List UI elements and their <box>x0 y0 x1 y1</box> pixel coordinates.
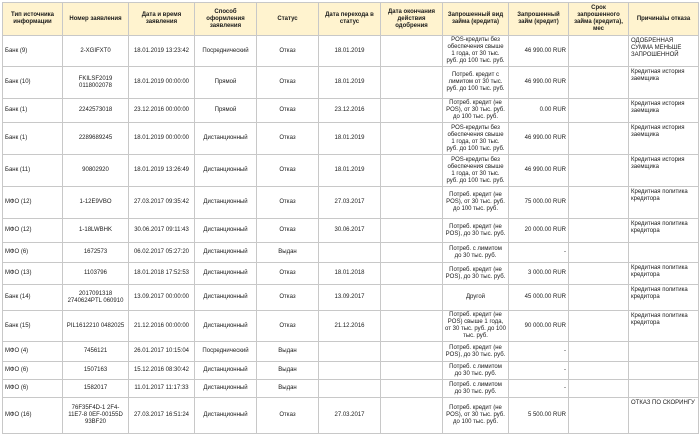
cell-approval-end-date <box>381 311 443 342</box>
cell-approval-end-date <box>381 380 443 398</box>
cell-source-type: МФО (6) <box>3 243 63 263</box>
cell-source-type: МФО (6) <box>3 380 63 398</box>
cell-loan-term <box>569 99 629 123</box>
credit-applications-table <box>2 2 699 434</box>
cell-application-datetime: 27.03.2017 16:51:24 <box>129 398 195 434</box>
cell-approval-end-date <box>381 99 443 123</box>
header-application-datetime: Дата и время заявления <box>129 3 195 36</box>
cell-loan-type: POS-кредиты без обеспечения свыше 1 года, от 30 тыс. руб. до 100 тыс. руб. <box>443 155 509 187</box>
cell-application-method: Дистанционный <box>195 123 257 155</box>
cell-approval-end-date <box>381 398 443 434</box>
table-row <box>3 219 699 243</box>
cell-loan-term <box>569 362 629 380</box>
cell-loan-term <box>569 263 629 285</box>
cell-loan-type: Потреб. кредит (не POS), до 30 тыс. руб. <box>443 219 509 243</box>
cell-refusal-reason: Кредитная история заемщика <box>629 123 699 155</box>
cell-loan-amount: - <box>509 342 569 362</box>
cell-application-method: Дистанционный <box>195 263 257 285</box>
cell-status: Отказ <box>257 36 319 67</box>
header-loan-type: Запрошенный вид займа (кредита) <box>443 3 509 36</box>
cell-status: Выдан <box>257 243 319 263</box>
cell-approval-end-date <box>381 123 443 155</box>
cell-approval-end-date <box>381 263 443 285</box>
cell-loan-amount: 5 500.00 RUR <box>509 398 569 434</box>
cell-application-method: Дистанционный <box>195 219 257 243</box>
cell-application-datetime: 18.01.2018 17:52:53 <box>129 263 195 285</box>
cell-application-number: 1582017 <box>63 380 129 398</box>
cell-status-date: 23.12.2016 <box>319 99 381 123</box>
cell-source-type: МФО (16) <box>3 398 63 434</box>
cell-loan-amount: 46 990.00 RUR <box>509 123 569 155</box>
cell-status-date: 18.01.2019 <box>319 155 381 187</box>
cell-loan-type: Потреб. кредит (не POS) свыше 1 года, от 30 тыс. руб. до 100 тыс. руб. <box>443 311 509 342</box>
cell-application-method: Посреднический <box>195 342 257 362</box>
cell-refusal-reason: Кредитная история заемщика <box>629 67 699 99</box>
cell-loan-type: Потреб. кредит (не POS), до 30 тыс. руб. <box>443 263 509 285</box>
cell-application-method: Прямой <box>195 99 257 123</box>
cell-status-date <box>319 380 381 398</box>
table-row <box>3 123 699 155</box>
cell-application-method: Дистанционный <box>195 285 257 311</box>
cell-status: Отказ <box>257 263 319 285</box>
cell-approval-end-date <box>381 243 443 263</box>
cell-source-type: МФО (12) <box>3 219 63 243</box>
cell-application-number: 7456121 <box>63 342 129 362</box>
cell-approval-end-date <box>381 67 443 99</box>
cell-approval-end-date <box>381 285 443 311</box>
cell-refusal-reason <box>629 362 699 380</box>
cell-loan-amount: 46 990.00 RUR <box>509 36 569 67</box>
table-row <box>3 285 699 311</box>
cell-source-type: Банк (10) <box>3 67 63 99</box>
cell-application-number: 1-18LWBHK <box>63 219 129 243</box>
cell-application-number: 76F35F4D-1 2F4-11E7-8 0EF-00155D 93BF20 <box>63 398 129 434</box>
cell-loan-amount: 45 000.00 RUR <box>509 285 569 311</box>
cell-application-method: Дистанционный <box>195 187 257 219</box>
cell-application-datetime: 15.12.2016 08:30:42 <box>129 362 195 380</box>
cell-source-type: Банк (11) <box>3 155 63 187</box>
cell-loan-amount: 90 000.00 RUR <box>509 311 569 342</box>
table-row <box>3 36 699 67</box>
table-row <box>3 342 699 362</box>
cell-source-type: Банк (1) <box>3 123 63 155</box>
cell-application-number: PIL1612210 0482025 <box>63 311 129 342</box>
cell-loan-amount: 20 000.00 RUR <box>509 219 569 243</box>
cell-application-method: Дистанционный <box>195 398 257 434</box>
cell-application-number: 1-12E9VBO <box>63 187 129 219</box>
cell-source-type: МФО (12) <box>3 187 63 219</box>
table-row <box>3 362 699 380</box>
table-row <box>3 99 699 123</box>
cell-status: Отказ <box>257 123 319 155</box>
cell-status-date: 27.03.2017 <box>319 398 381 434</box>
cell-application-method: Посреднический <box>195 36 257 67</box>
cell-application-datetime: 21.12.2016 00:00:00 <box>129 311 195 342</box>
cell-application-number: 2-XGIFXT0 <box>63 36 129 67</box>
cell-status: Выдан <box>257 380 319 398</box>
cell-source-type: МФО (13) <box>3 263 63 285</box>
cell-application-datetime: 18.01.2019 00:00:00 <box>129 67 195 99</box>
header-loan-term: Срок запрошенного займа (кредита), мес <box>569 3 629 36</box>
cell-loan-type: Потреб. с лимитом до 30 тыс. руб. <box>443 362 509 380</box>
cell-loan-type: Потреб. кредит (не POS), от 30 тыс. руб. до 100 тыс. руб. <box>443 99 509 123</box>
cell-application-datetime: 23.12.2016 00:00:00 <box>129 99 195 123</box>
cell-status: Отказ <box>257 99 319 123</box>
cell-loan-type: Потреб. с лимитом до 30 тыс. руб. <box>443 243 509 263</box>
cell-loan-term <box>569 123 629 155</box>
cell-status: Отказ <box>257 311 319 342</box>
cell-source-type: Банк (14) <box>3 285 63 311</box>
cell-loan-type: Потреб. кредит (не POS), от 30 тыс. руб. до 100 тыс. руб. <box>443 398 509 434</box>
cell-refusal-reason: ОТКАЗ ПО СКОРИНГУ <box>629 398 699 434</box>
cell-loan-term <box>569 311 629 342</box>
cell-status-date: 30.06.2017 <box>319 219 381 243</box>
header-application-method: Способ оформления заявления <box>195 3 257 36</box>
cell-application-method: Дистанционный <box>195 155 257 187</box>
cell-refusal-reason: Кредитная история заемщика <box>629 155 699 187</box>
cell-approval-end-date <box>381 362 443 380</box>
cell-status-date: 18.01.2019 <box>319 36 381 67</box>
header-application-number: Номер заявления <box>63 3 129 36</box>
cell-status: Выдан <box>257 362 319 380</box>
cell-status: Отказ <box>257 219 319 243</box>
cell-application-datetime: 18.01.2019 00:00:00 <box>129 123 195 155</box>
cell-application-number: 1103796 <box>63 263 129 285</box>
table-row <box>3 263 699 285</box>
cell-source-type: МФО (6) <box>3 362 63 380</box>
table-row <box>3 380 699 398</box>
cell-application-number: 2017091318 2740624PTL 060910 <box>63 285 129 311</box>
cell-refusal-reason: Кредитная политика кредитора <box>629 219 699 243</box>
cell-application-number: FKILSF2019 0118002078 <box>63 67 129 99</box>
table-header-row <box>3 3 699 36</box>
cell-loan-term <box>569 187 629 219</box>
cell-refusal-reason: Кредитная политика кредитора <box>629 285 699 311</box>
cell-status-date: 18.01.2019 <box>319 123 381 155</box>
cell-status-date: 27.03.2017 <box>319 187 381 219</box>
cell-approval-end-date <box>381 342 443 362</box>
cell-approval-end-date <box>381 187 443 219</box>
table-row <box>3 243 699 263</box>
cell-application-method: Дистанционный <box>195 243 257 263</box>
cell-loan-term <box>569 398 629 434</box>
cell-application-method: Прямой <box>195 67 257 99</box>
cell-loan-term <box>569 380 629 398</box>
table-row <box>3 155 699 187</box>
cell-application-number: 1507163 <box>63 362 129 380</box>
header-status: Статус <box>257 3 319 36</box>
cell-application-datetime: 26.01.2017 10:15:04 <box>129 342 195 362</box>
cell-application-method: Дистанционный <box>195 311 257 342</box>
cell-source-type: Банк (9) <box>3 36 63 67</box>
cell-loan-amount: - <box>509 243 569 263</box>
cell-application-datetime: 18.01.2019 13:26:49 <box>129 155 195 187</box>
cell-refusal-reason: Кредитная история заемщика <box>629 99 699 123</box>
cell-refusal-reason: Кредитная политика кредитора <box>629 263 699 285</box>
cell-application-datetime: 30.06.2017 09:11:43 <box>129 219 195 243</box>
cell-refusal-reason <box>629 342 699 362</box>
table-row <box>3 187 699 219</box>
cell-status: Отказ <box>257 187 319 219</box>
cell-approval-end-date <box>381 219 443 243</box>
cell-loan-amount: 0.00 RUR <box>509 99 569 123</box>
cell-application-method: Дистанционный <box>195 362 257 380</box>
cell-loan-term <box>569 67 629 99</box>
cell-status-date: 18.01.2018 <box>319 263 381 285</box>
cell-refusal-reason: Кредитная политика кредитора <box>629 311 699 342</box>
cell-loan-term <box>569 285 629 311</box>
cell-status: Отказ <box>257 155 319 187</box>
cell-loan-type: Потреб. кредит (не POS), от 30 тыс. руб. до 100 тыс. руб. <box>443 187 509 219</box>
cell-loan-term <box>569 155 629 187</box>
cell-source-type: Банк (1) <box>3 99 63 123</box>
table-row <box>3 311 699 342</box>
cell-loan-type: POS-кредиты без обеспечения свыше 1 года, от 30 тыс. руб. до 100 тыс. руб. <box>443 123 509 155</box>
cell-status: Выдан <box>257 342 319 362</box>
cell-source-type: МФО (4) <box>3 342 63 362</box>
cell-status-date: 13.09.2017 <box>319 285 381 311</box>
cell-status: Отказ <box>257 67 319 99</box>
cell-application-datetime: 06.02.2017 05:27:20 <box>129 243 195 263</box>
cell-loan-amount: 3 000.00 RUR <box>509 263 569 285</box>
header-refusal-reason: Причина\ы отказа <box>629 3 699 36</box>
cell-approval-end-date <box>381 155 443 187</box>
cell-loan-amount: 46 990.00 RUR <box>509 67 569 99</box>
cell-status-date: 18.01.2019 <box>319 67 381 99</box>
cell-application-number: 2289689245 <box>63 123 129 155</box>
cell-application-method: Дистанционный <box>195 380 257 398</box>
cell-status: Отказ <box>257 398 319 434</box>
cell-application-number: 2242573018 <box>63 99 129 123</box>
header-source-type: Тип источника информации <box>3 3 63 36</box>
cell-refusal-reason: ОДОБРЕННАЯ СУММА МЕНЬШЕ ЗАПРОШЕННОЙ <box>629 36 699 67</box>
cell-approval-end-date <box>381 36 443 67</box>
cell-status-date: 21.12.2016 <box>319 311 381 342</box>
table-row <box>3 67 699 99</box>
cell-status: Отказ <box>257 285 319 311</box>
table-row <box>3 398 699 434</box>
cell-application-datetime: 13.09.2017 00:00:00 <box>129 285 195 311</box>
cell-loan-term <box>569 342 629 362</box>
cell-loan-amount: 75 000.00 RUR <box>509 187 569 219</box>
cell-application-datetime: 18.01.2019 13:23:42 <box>129 36 195 67</box>
header-loan-amount: Запрошенный займ (кредит) <box>509 3 569 36</box>
cell-loan-type: Потреб. с лимитом до 30 тыс. руб. <box>443 380 509 398</box>
cell-loan-term <box>569 219 629 243</box>
cell-loan-amount: - <box>509 380 569 398</box>
cell-refusal-reason <box>629 380 699 398</box>
cell-loan-amount: 46 990.00 RUR <box>509 155 569 187</box>
cell-status-date <box>319 362 381 380</box>
cell-loan-term <box>569 243 629 263</box>
cell-source-type: Банк (15) <box>3 311 63 342</box>
cell-status-date <box>319 342 381 362</box>
cell-application-datetime: 27.03.2017 09:35:42 <box>129 187 195 219</box>
cell-loan-term <box>569 36 629 67</box>
cell-loan-type: Потреб. кредит с лимитом от 30 тыс. руб. до 100 тыс. руб. <box>443 67 509 99</box>
cell-application-number: 90802920 <box>63 155 129 187</box>
cell-status-date <box>319 243 381 263</box>
cell-refusal-reason <box>629 243 699 263</box>
header-status-date: Дата перехода в статус <box>319 3 381 36</box>
cell-refusal-reason: Кредитная политика кредитора <box>629 187 699 219</box>
cell-loan-type: POS-кредиты без обеспечения свыше 1 года, от 30 тыс. руб. до 100 тыс. руб. <box>443 36 509 67</box>
cell-application-number: 1672573 <box>63 243 129 263</box>
header-approval-end-date: Дата окончания действия одобрения <box>381 3 443 36</box>
cell-loan-type: Потреб. кредит (не POS), до 30 тыс. руб. <box>443 342 509 362</box>
cell-loan-type: Другой <box>443 285 509 311</box>
cell-loan-amount: - <box>509 362 569 380</box>
cell-application-datetime: 11.01.2017 11:17:33 <box>129 380 195 398</box>
